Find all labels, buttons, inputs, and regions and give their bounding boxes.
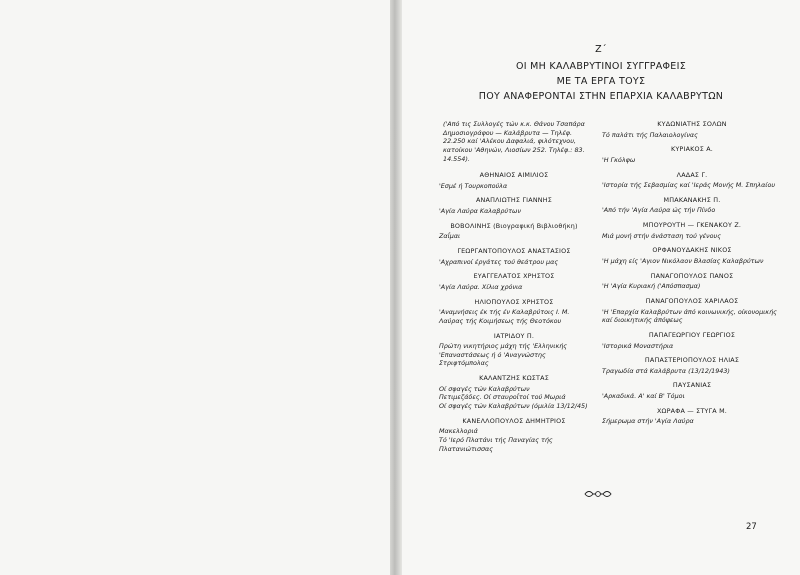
author-name: ΟΡΦΑΝΟΥΔΑΚΗΣ ΝΙΚΟΣ [652,246,732,255]
author-name: ΗΛΙΟΠΟΥΛΟΣ ΧΡΗΣΤΟΣ [474,297,554,306]
author-name: ΕΥΑΓΓΕΛΑΤΟΣ ΧΡΗΣΤΟΣ [473,272,555,281]
bibliography-entry [602,145,782,164]
work-title: Σήμερωμα στήν 'Αγία Λαύρα [602,417,694,426]
left-column [439,120,589,459]
bibliography-entry [602,272,782,291]
right-column [602,120,782,432]
work-title: Οί σφαγές τών Καλαβρύτων [439,384,530,393]
author-name: ΒΟΒΟΛΙΝΗΣ (Βιογραφική Βιβλιοθήκη) [450,221,578,230]
work-title: Πετιμεζάδες. Οί σταυροΐτοί τού Μωριά [439,393,566,402]
bibliography-entry [439,196,589,215]
author-name: ΛΑΔΑΣ Γ. [676,170,708,179]
work-title: 'Αρκαδικά. Α' καί Β' Τόμοι [602,392,685,401]
bibliography-entry [602,381,782,400]
bibliography-entry [602,196,782,215]
author-name: ΚΥΔΩΝΙΑΤΗΣ ΣΟΛΩΝ [657,120,727,128]
author-name: ΜΠΑΚΑΝΑΚΗΣ Π. [663,195,721,204]
bibliography-entry [602,331,782,350]
work-title: Τό παλάτι τής Παλαιολογίνας [602,130,698,139]
work-title: Ζαΐμαι [439,232,461,241]
work-title: Μακελλοριά [439,427,478,436]
author-name: ΚΥΡΙΑΚΟΣ Α. [670,145,714,154]
author-name: ΚΑΝΕΛΛΟΠΟΥΛΟΣ ΔΗΜΗΤΡΙΟΣ [462,416,566,425]
author-name: ΠΑΥΣΑΝΙΑΣ [672,381,712,390]
bibliography-entry [602,221,782,240]
bibliography-entry [439,332,589,369]
work-title: Μιά μονή στήν άνάσταση τού γένους [602,231,721,240]
author-name: ΑΘΗΝΑΙΟΣ ΑΙΜΙΛΙΟΣ [479,171,549,180]
author-name: ΠΑΠΑΣΤΕΡΙΟΠΟΥΛΟΣ ΗΛΙΑΣ [644,356,740,365]
work-title: 'Ιστορικά Μοναστήρια [602,341,674,350]
work-title: 'Από τήν 'Αγία Λαύρα ώς τήν Πίνδο [602,206,716,215]
work-title: 'Η 'Αγία Κυριακή ('Απόσπασμα) [602,282,701,291]
author-name: ΧΩΡΑΦΑ — ΣΤΥΓΑ Μ. [656,406,728,415]
bibliography-entry [439,298,589,326]
work-title: 'Η 'Επαρχία Καλαβρύτων άπό κοινωνικής, οίκονομικής καί διοικητικής άπόψεως [602,307,777,325]
title-line-2: ΜΕ ΤΑ ΕΡΓΑ ΤΟΥΣ [556,76,646,87]
book-gutter [390,0,402,575]
work-title: 'Αγία Λαύρα. Χίλια χρόνια [439,282,523,291]
bibliography-entry [439,417,589,454]
ornament-icon [583,488,613,500]
bibliography-entry [439,222,589,241]
bibliography-entry [439,374,589,411]
bibliography-entry [602,120,782,139]
bibliography-entry [602,171,782,190]
author-name: ΓΕΩΡΓΑΝΤΟΠΟΥΛΟΣ ΑΝΑΣΤΑΣΙΟΣ [457,247,571,256]
bibliography-entry [439,247,589,266]
author-name: ΜΠΟΥΡΟΥΤΗ — ΓΚΕΝΑΚΟΥ Ζ. [642,221,742,230]
author-name: ΠΑΝΑΓΟΠΟΥΛΟΣ ΠΑΝΟΣ [650,271,734,280]
work-title: 'Η μάχη είς 'Αγιον Νικόλαον Βλασίας Καλαβρύτων [602,257,764,266]
work-title: 'Αχραπινοί έργάτες τού θεάτρου μας [439,257,559,266]
work-title: Τραγωδία στά Καλάβρυτα (13/12/1943) [602,366,730,375]
left-blank-page [0,0,390,575]
bibliography-entry [602,297,782,325]
intro-note: ('Από τις Συλλογές τών κ.κ. Θάνου Τσαπάρα Δημοσιογράφου — Καλάβρυτα — Τηλέφ. 22.250 καί 'Αλέκου Δαφαλιά, φιλότεχνου, κατοίκου 'Αθηνών, Λιοσίων 252. Τηλέφ.: 83. 14.554). [443,120,585,163]
work-title: 'Η Γκόλφω [602,155,636,164]
title-line-1: ΟΙ ΜΗ ΚΑΛΑΒΡΥΤΙΝΟΙ ΣΥΓΓΡΑΦΕΙΣ [515,61,687,72]
work-title: Οί σφαγές τών Καλαβρύτων (όμιλία 13/12/45) [439,402,588,411]
title-line-3: ΠΟΥ ΑΝΑΦΕΡΟΝΤΑΙ ΣΤΗΝ ΕΠΑΡΧΙΑ ΚΑΛΑΒΡΥΤΩΝ [478,91,724,102]
work-title: 'Αγία Λαύρα Καλαβρύτων [439,207,521,216]
author-name: ΙΑΤΡΙΔΟΥ Π. [493,331,535,340]
author-name: ΠΑΠΑΓΕΩΡΓΙΟΥ ΓΕΩΡΓΙΟΣ [648,330,736,339]
bibliography-entry [439,171,589,190]
work-title: 'Εσμέ ή Τουρκοπούλα [439,181,508,190]
section-letter: Ζ΄ [595,44,607,55]
page-number: 27 [746,522,757,532]
bibliography-entry [602,246,782,265]
bibliography-entry [602,407,782,426]
bibliography-entry [439,272,589,291]
author-name: ΑΝΑΠΛΙΩΤΗΣ ΓΙΑΝΝΗΣ [475,196,553,205]
work-title: Τό 'Ιερό Πλατάνι τής Παναγίας τής Πλατανιώτισσας [439,435,553,453]
bibliography-entry [602,356,782,375]
author-name: ΠΑΝΑΓΟΠΟΥΛΟΣ ΧΑΡΙΛΑΟΣ [645,296,739,305]
work-title: 'Αναμνήσεις έκ τής έν Καλαβρύτοις Ι. Μ. Λαύρας τής Κοιμήσεως τής Θεοτόκου [439,308,570,325]
author-name: ΚΑΛΑΝΤΖΗΣ ΚΩΣΤΑΣ [479,374,549,383]
work-title: Πρώτη νικητήριος μάχη τής 'Ελληνικής 'Επαναστάσεως ή ό 'Αναγνώστης Στριφτόμπολας [439,342,568,368]
work-title: 'Ιστορία τής Σεβασμίας καί 'Ιεράς Μονής Μ. Σπηλαίου [602,181,776,190]
